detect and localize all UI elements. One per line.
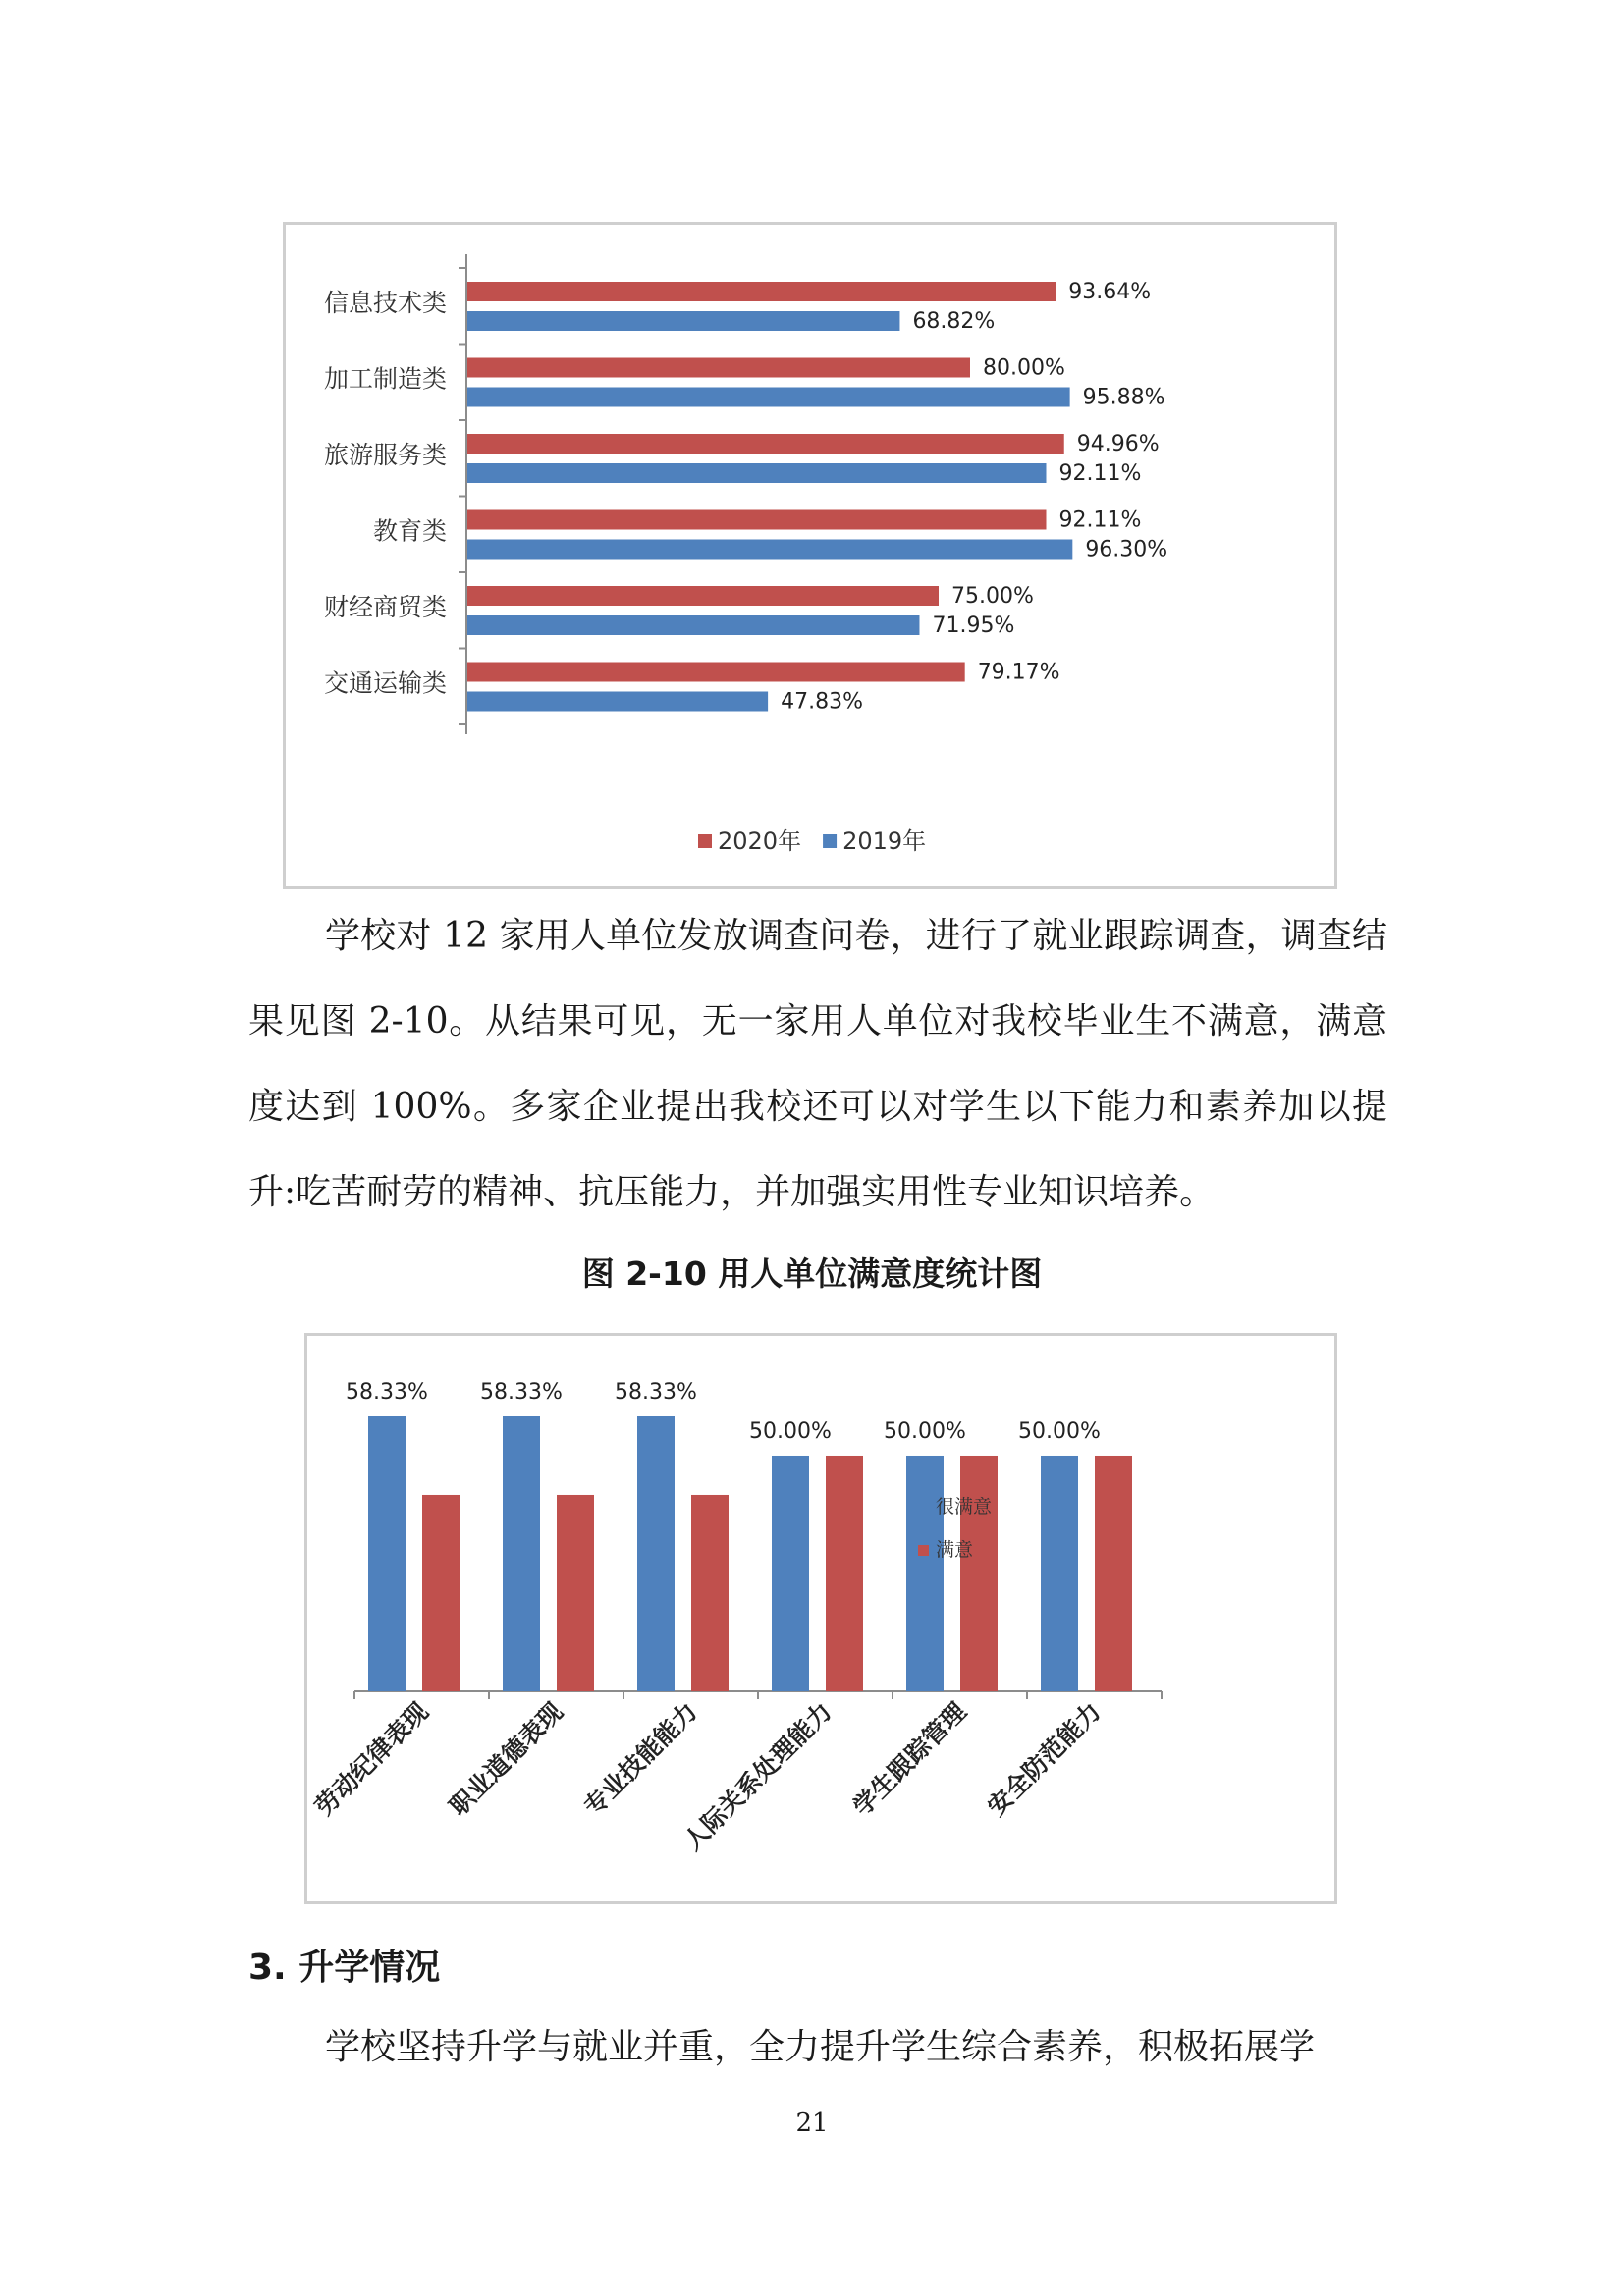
bar-很满意 bbox=[637, 1416, 675, 1691]
category-label: 人际关系处理能力 bbox=[677, 1696, 838, 1856]
category-label: 学生跟踪管理 bbox=[847, 1696, 972, 1822]
bar-2019年 bbox=[467, 540, 1072, 560]
data-label: 92.11% bbox=[1058, 507, 1142, 533]
bar-2020年 bbox=[467, 434, 1064, 454]
category-label: 教育类 bbox=[372, 516, 447, 546]
data-label: 58.33% bbox=[480, 1380, 563, 1405]
data-label: 75.00% bbox=[951, 584, 1034, 609]
data-label: 47.83% bbox=[781, 689, 864, 715]
bar-满意 bbox=[960, 1456, 998, 1691]
data-label: 58.33% bbox=[615, 1380, 697, 1405]
legend-swatch bbox=[698, 834, 712, 848]
category-label: 劳动纪律表现 bbox=[309, 1696, 434, 1822]
legend-label: 很满意 bbox=[936, 1496, 993, 1518]
legend-label: 2020年 bbox=[718, 828, 802, 855]
data-label: 93.64% bbox=[1068, 280, 1152, 304]
bar-2020年 bbox=[467, 663, 965, 682]
section-heading: 3. 升学情况 bbox=[248, 1948, 441, 1988]
bar-2020年 bbox=[467, 358, 970, 378]
data-label: 68.82% bbox=[912, 309, 996, 334]
data-label: 79.17% bbox=[977, 660, 1060, 685]
category-label: 旅游服务类 bbox=[323, 441, 447, 469]
data-label: 58.33% bbox=[346, 1380, 428, 1405]
data-label: 50.00% bbox=[749, 1418, 832, 1444]
legend-swatch bbox=[918, 1545, 929, 1556]
bar-很满意 bbox=[772, 1456, 809, 1691]
bar-满意 bbox=[557, 1495, 594, 1691]
employer-satisfaction-chart-svg bbox=[307, 1336, 1334, 1901]
bar-很满意 bbox=[503, 1416, 540, 1691]
legend-label: 满意 bbox=[936, 1539, 974, 1561]
bar-满意 bbox=[422, 1495, 460, 1691]
legend-swatch bbox=[918, 1502, 929, 1513]
category-label: 专业技能能力 bbox=[578, 1696, 703, 1822]
figure-caption: 图 2-10 用人单位满意度统计图 bbox=[581, 1255, 1043, 1293]
data-label: 71.95% bbox=[932, 614, 1015, 638]
major-satisfaction-chart bbox=[283, 222, 1337, 889]
employer-survey-paragraph: 学校对 12 家用人单位发放调查问卷，进行了就业跟踪调查，调查结果见图 2-10。从结果可见，无一家用人单位对我校毕业生不满意，满意度达到 100%。多家企业提出我校还可以对学生以下能力和素养加以提升:吃苦耐劳的精神、抗压能力，并加强实用性专业知识培养。 bbox=[248, 916, 1387, 1212]
page-number: 21 bbox=[795, 2109, 829, 2138]
further-study-paragraph: 学校坚持升学与就业并重，全力提升学生综合素养，积极拓展学 bbox=[325, 2027, 1316, 2067]
bar-满意 bbox=[1095, 1456, 1132, 1691]
bar-2019年 bbox=[467, 388, 1070, 407]
category-label: 加工制造类 bbox=[323, 364, 447, 394]
category-label: 交通运输类 bbox=[323, 668, 447, 698]
bar-很满意 bbox=[368, 1416, 406, 1691]
data-label: 50.00% bbox=[1018, 1418, 1101, 1444]
data-label: 95.88% bbox=[1082, 385, 1165, 410]
data-label: 80.00% bbox=[983, 355, 1065, 381]
bar-很满意 bbox=[906, 1456, 944, 1691]
category-label: 职业道德表现 bbox=[444, 1696, 568, 1822]
major-satisfaction-chart-svg bbox=[286, 225, 1334, 886]
data-label: 92.11% bbox=[1058, 461, 1142, 486]
legend-label: 2019年 bbox=[842, 828, 927, 855]
bar-2019年 bbox=[467, 692, 768, 712]
bar-2019年 bbox=[467, 311, 899, 331]
bar-2020年 bbox=[467, 282, 1056, 301]
bar-满意 bbox=[691, 1495, 729, 1691]
data-label: 50.00% bbox=[884, 1418, 966, 1444]
category-label: 财经商贸类 bbox=[323, 593, 447, 621]
bar-2019年 bbox=[467, 463, 1047, 483]
bar-满意 bbox=[826, 1456, 863, 1691]
bar-很满意 bbox=[1041, 1456, 1078, 1691]
employer-satisfaction-chart bbox=[304, 1333, 1337, 1904]
category-label: 安全防范能力 bbox=[982, 1696, 1107, 1822]
data-label: 96.30% bbox=[1085, 537, 1168, 562]
bar-2020年 bbox=[467, 510, 1047, 530]
bar-2020年 bbox=[467, 586, 939, 606]
legend-swatch bbox=[823, 834, 837, 848]
data-label: 94.96% bbox=[1076, 432, 1160, 456]
category-label: 信息技术类 bbox=[323, 289, 447, 317]
bar-2019年 bbox=[467, 615, 919, 635]
